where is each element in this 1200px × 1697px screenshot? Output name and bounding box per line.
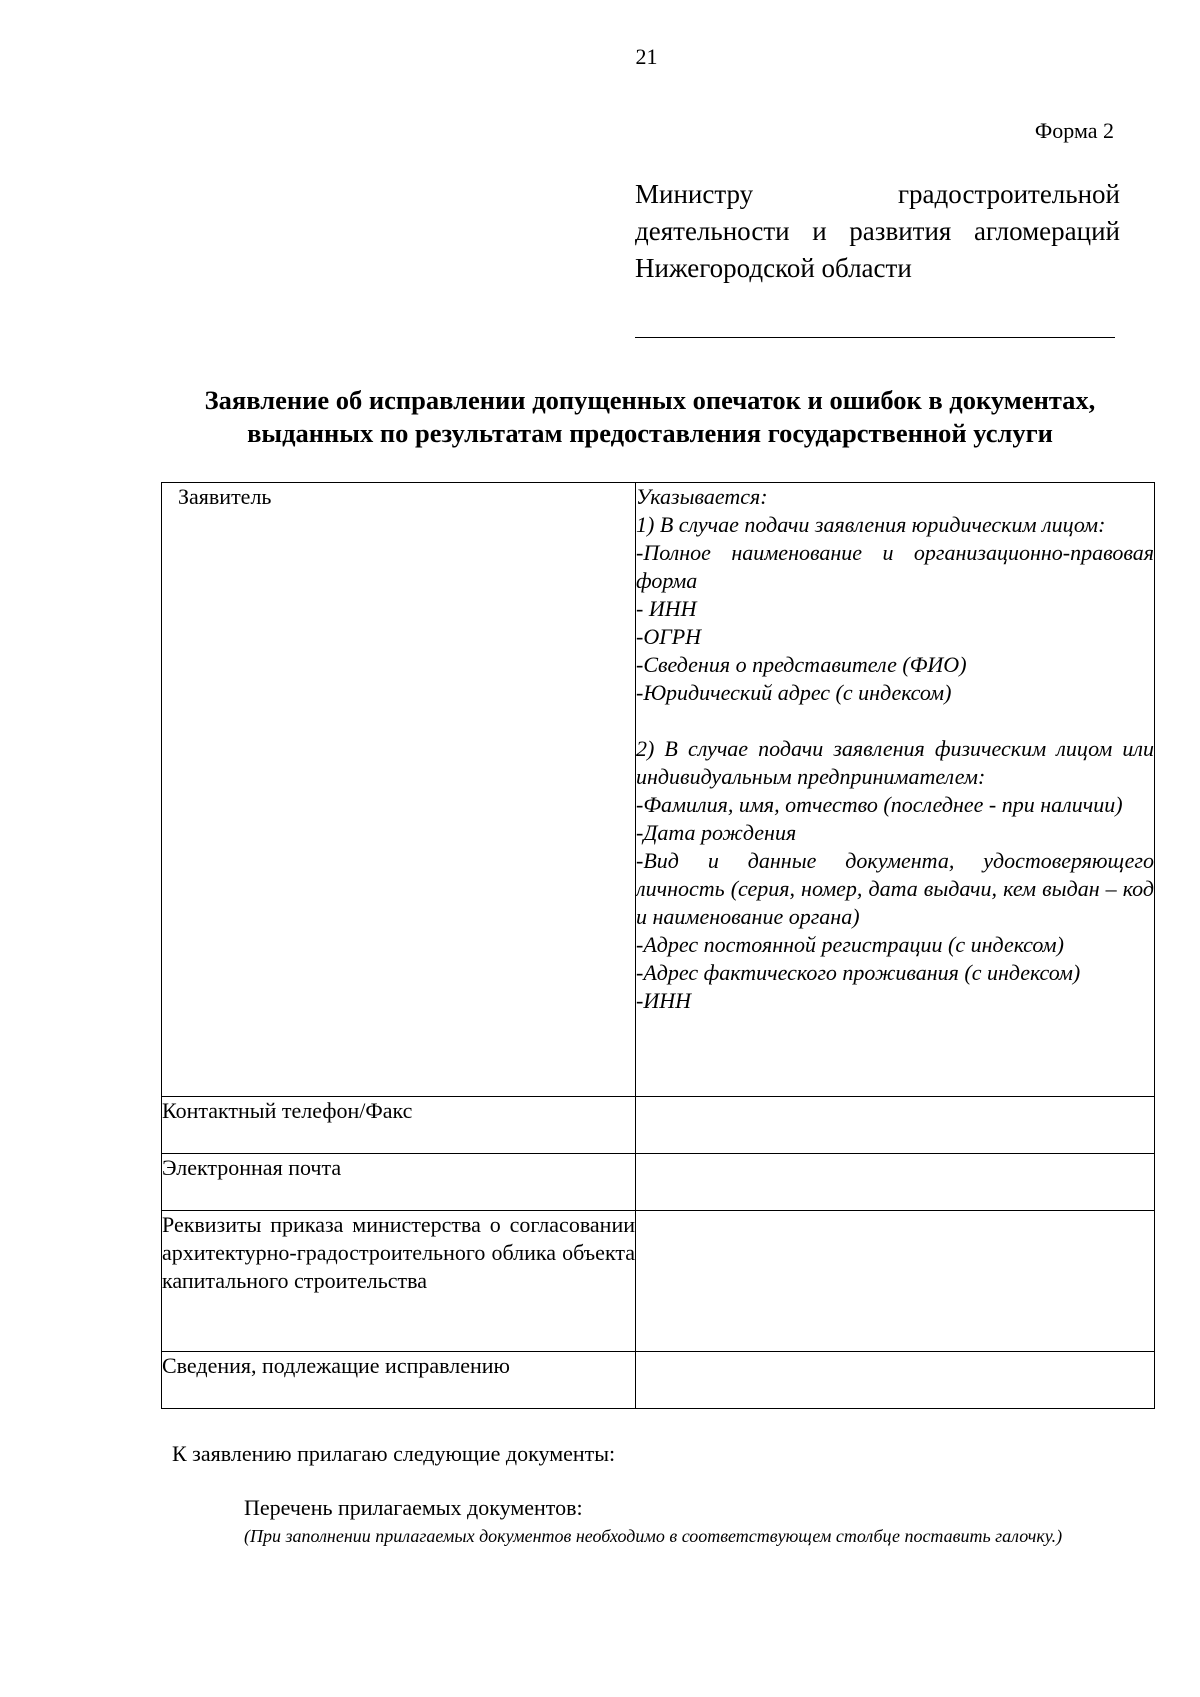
applicant-label: Заявитель [162, 483, 636, 1097]
order-details-label: Реквизиты приказа министерства о согласовании архитектурно-градостроительного облика объекта капитального строительства [162, 1211, 636, 1352]
table-row-applicant [162, 483, 1155, 1097]
individual-inn: -ИНН [636, 988, 691, 1013]
phone-field[interactable] [636, 1097, 1155, 1154]
individual-id-document: -Вид и данные документа, удостоверяющего личность (серия, номер, дата выдачи, кем выдан – код и наименование органа) [636, 848, 1154, 929]
addressee-block: Министру градостроительной деятельности и развития агломераций Нижегородской области [635, 179, 1120, 283]
individual-registration-address: -Адрес постоянной регистрации (с индексом) [636, 932, 1064, 957]
applicant-instructions-heading: Указывается: [636, 484, 768, 509]
legal-entity-case: 1) В случае подачи заявления юридическим лицом: [636, 512, 1106, 537]
attachments-list-title: Перечень прилагаемых документов: [244, 1495, 583, 1520]
phone-label: Контактный телефон/Факс [162, 1097, 636, 1154]
legal-entity-representative: -Сведения о представителе (ФИО) [636, 652, 967, 677]
addressee-name-line[interactable] [635, 337, 1115, 338]
email-label: Электронная почта [162, 1154, 636, 1211]
legal-entity-address: -Юридический адрес (с индексом) [636, 680, 952, 705]
email-field[interactable] [636, 1154, 1155, 1211]
order-details-field[interactable] [636, 1211, 1155, 1352]
spacer [636, 707, 1154, 735]
application-table [161, 482, 1155, 1409]
applicant-field[interactable] [636, 483, 1155, 1097]
document-title: Заявление об исправлении допущенных опечаток и ошибок в документах, выданных по результатам предоставления государственной услуги [204, 385, 1096, 448]
table-row-phone [162, 1097, 1155, 1154]
individual-birth-date: -Дата рождения [636, 820, 797, 845]
legal-entity-inn: - ИНН [636, 596, 697, 621]
legal-entity-ogrn: -ОГРН [636, 624, 702, 649]
page-number: 21 [635, 44, 658, 69]
form-label: Форма 2 [1034, 118, 1114, 143]
table-row-corrections [162, 1352, 1155, 1409]
corrections-label: Сведения, подлежащие исправлению [162, 1352, 636, 1409]
individual-full-name: -Фамилия, имя, отчество (последнее - при наличии) [636, 792, 1123, 817]
table-row-order [162, 1211, 1155, 1352]
individual-case: 2) В случае подачи заявления физическим лицом или индивидуальным предпринимателем: [636, 736, 1154, 789]
table-row-email [162, 1154, 1155, 1211]
individual-actual-address: -Адрес фактического проживания (с индексом) [636, 960, 1081, 985]
attachments-note: (При заполнении прилагаемых документов необходимо в соответствующем столбце поставить галочку.) [244, 1526, 1063, 1546]
attachments-intro: К заявлению прилагаю следующие документы: [172, 1441, 616, 1466]
legal-entity-full-name: -Полное наименование и организационно-правовая форма [636, 540, 1154, 593]
corrections-field[interactable] [636, 1352, 1155, 1409]
